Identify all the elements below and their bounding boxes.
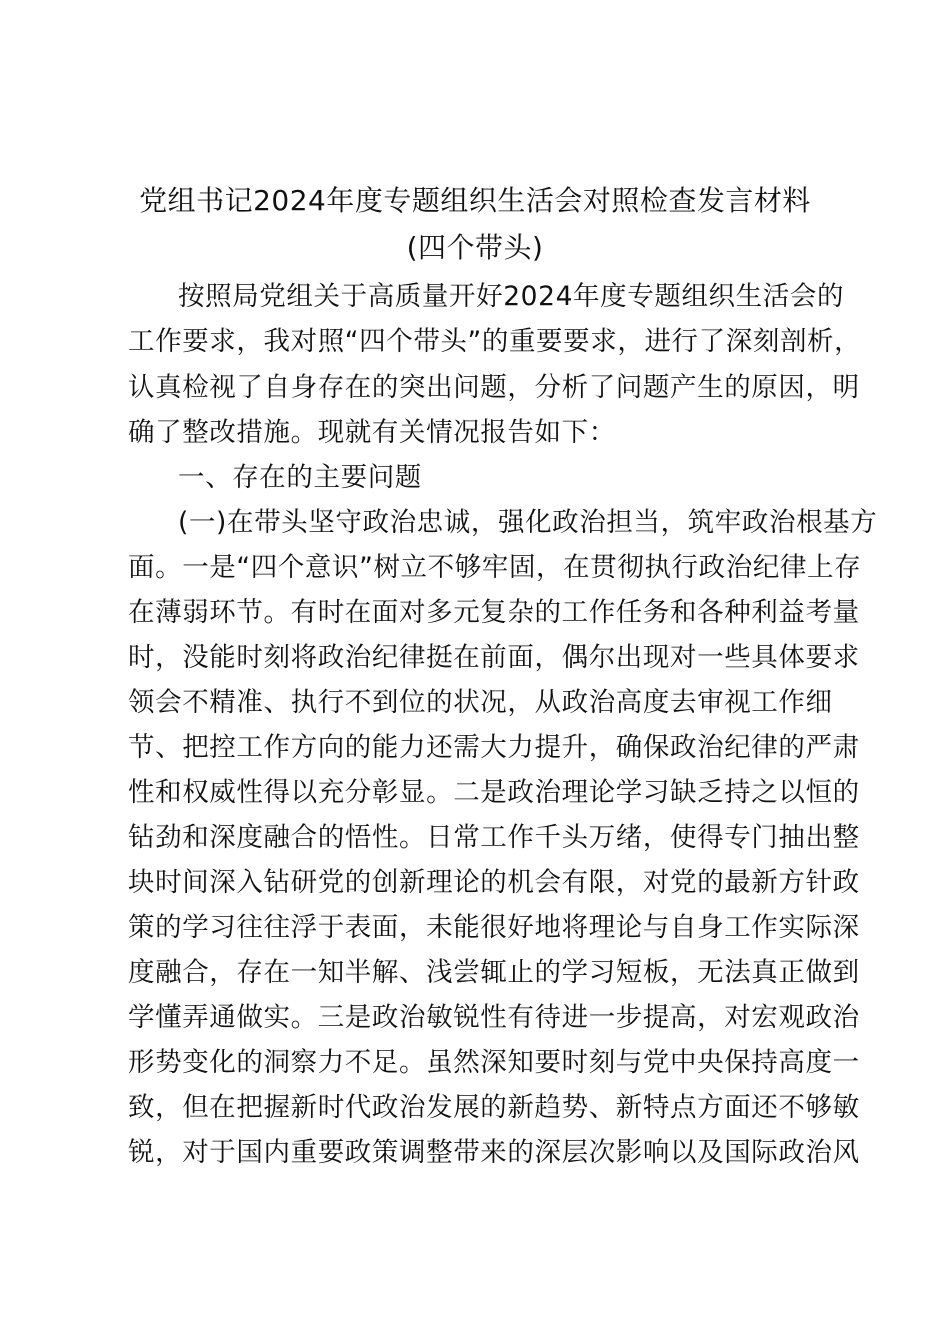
body-paragraph-line: 按照局党组关于高质量开好2024年度专题组织生活会的	[178, 281, 845, 312]
body-paragraph-line: 在薄弱环节。有时在面对多元复杂的工作任务和各种利益考量	[128, 597, 860, 628]
body-paragraph-line: 认真检视了自身存在的突出问题，分析了问题产生的原因，明	[128, 372, 860, 403]
document-title-line-1: 党组书记2024年度专题组织生活会对照检查发言材料	[139, 184, 811, 217]
body-paragraph-line: 度融合，存在一知半解、浅尝辄止的学习短板，无法真正做到	[128, 957, 860, 988]
subsection-heading-line: (一)在带头坚守政治忠诚，强化政治担当，筑牢政治根基方	[178, 507, 878, 538]
body-paragraph-line: 钻劲和深度融合的悟性。日常工作千头万绪，使得专门抽出整	[128, 822, 860, 853]
body-paragraph-line: 节、把控工作方向的能力还需大力提升，确保政治纪律的严肃	[128, 732, 860, 763]
body-paragraph-line: 策的学习往往浮于表面，未能很好地将理论与自身工作实际深	[128, 912, 860, 943]
body-paragraph-line: 锐，对于国内重要政策调整带来的深层次影响以及国际政治风	[128, 1137, 860, 1168]
body-paragraph-line: 形势变化的洞察力不足。虽然深知要时刻与党中央保持高度一	[128, 1047, 860, 1078]
body-paragraph-line: 学懂弄通做实。三是政治敏锐性有待进一步提高，对宏观政治	[128, 1002, 860, 1033]
body-paragraph-line: 块时间深入钻研党的创新理论的机会有限，对党的最新方针政	[128, 867, 860, 898]
body-paragraph-line: 性和权威性得以充分彰显。二是政治理论学习缺乏持之以恒的	[128, 777, 860, 808]
body-paragraph-line: 确了整改措施。现就有关情况报告如下：	[128, 417, 616, 448]
body-paragraph-line: 致，但在把握新时代政治发展的新趋势、新特点方面还不够敏	[128, 1092, 860, 1123]
body-paragraph-line: 面。一是“四个意识”树立不够牢固，在贯彻执行政治纪律上存	[128, 552, 862, 583]
body-paragraph-line: 领会不精准、执行不到位的状况，从政治高度去审视工作细	[128, 687, 833, 718]
body-paragraph-line: 时，没能时刻将政治纪律挺在前面，偶尔出现对一些具体要求	[128, 642, 860, 673]
section-heading: 一、存在的主要问题	[178, 462, 422, 493]
document-title-line-2: (四个带头)	[406, 231, 544, 264]
body-paragraph-line: 工作要求，我对照“四个带头”的重要要求，进行了深刻剖析，	[128, 326, 862, 357]
